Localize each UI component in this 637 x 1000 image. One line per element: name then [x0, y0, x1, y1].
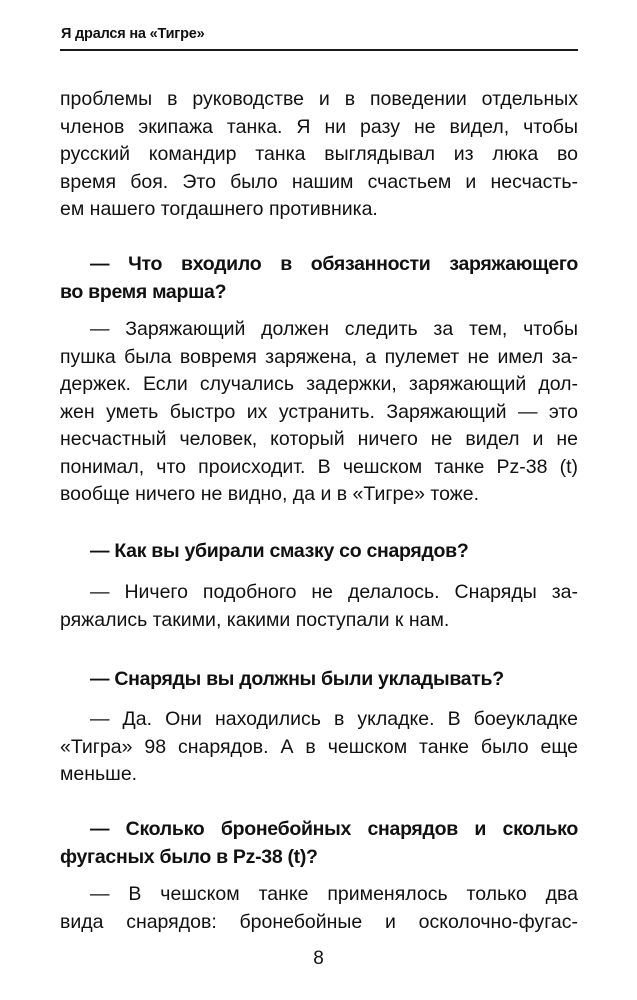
- question-line: во время марша?: [60, 280, 227, 303]
- paragraph-continuation: [60, 86, 578, 224]
- text-line: русский командир танка выглядывал из люка во: [60, 143, 578, 165]
- answer-line: жен уметь быстро их устранить. Заряжающий — это: [60, 400, 578, 423]
- header-rule: [60, 49, 578, 51]
- page-number: 8: [313, 948, 324, 969]
- answer-line: пушка была вовремя заряжена, а пулемет не имел за-: [60, 345, 578, 368]
- answer-line: — Заряжающий должен следить за тем, чтобы: [90, 318, 578, 340]
- answer-line: вида снарядов: бронебойные и осколочно-фугас-: [60, 910, 578, 933]
- interview-answer-1: [60, 316, 578, 509]
- question-line: — Сколько бронебойных снарядов и сколько: [90, 818, 578, 840]
- answer-line: «Тигра» 98 снарядов. А в чешском танке было еще: [60, 735, 578, 758]
- interview-question-1: [60, 251, 578, 306]
- answer-line: меньше.: [60, 763, 138, 785]
- answer-line: — В чешском танке применялось только два: [90, 883, 578, 905]
- question-line: — Снаряды вы должны были укладывать?: [90, 668, 504, 690]
- interview-question-4: [60, 816, 578, 871]
- answer-line: ряжались такими, какими поступали к нам.: [60, 608, 450, 631]
- interview-question-3: [60, 666, 578, 694]
- interview-answer-2: [60, 579, 578, 634]
- question-line: фугасных было в Pz-38 (t)?: [60, 845, 318, 868]
- answer-line: — Ничего подобного не делалось. Снаряды за-: [90, 581, 578, 603]
- text-line: время боя. Это было нашим счастьем и несчасть-: [60, 170, 578, 193]
- question-line: — Что входило в обязанности заряжающего: [90, 253, 578, 275]
- interview-answer-3: [60, 706, 578, 789]
- interview-answer-4: [60, 881, 578, 936]
- question-line: — Как вы убирали смазку со снарядов?: [90, 540, 469, 562]
- text-line: проблемы в руководстве и в поведении отдельных: [60, 88, 578, 110]
- answer-line: понимал, что происходит. В чешском танке Pz-38 (t): [60, 455, 578, 478]
- answer-line: — Да. Они находились в укладке. В боеукладке: [90, 708, 578, 730]
- answer-line: вообще ничего не видно, да и в «Тигре» тоже.: [60, 483, 480, 505]
- running-head-title: Я дрался на «Тигре»: [61, 26, 205, 42]
- text-line: ем нашего тогдашнего противника.: [60, 198, 378, 220]
- text-line: членов экипажа танка. Я ни разу не видел, чтобы: [60, 115, 578, 138]
- answer-line: держек. Если случались задержки, заряжающий дол-: [60, 373, 578, 395]
- interview-question-2: [60, 538, 578, 566]
- answer-line: несчастный человек, который ничего не видел и не: [60, 428, 578, 450]
